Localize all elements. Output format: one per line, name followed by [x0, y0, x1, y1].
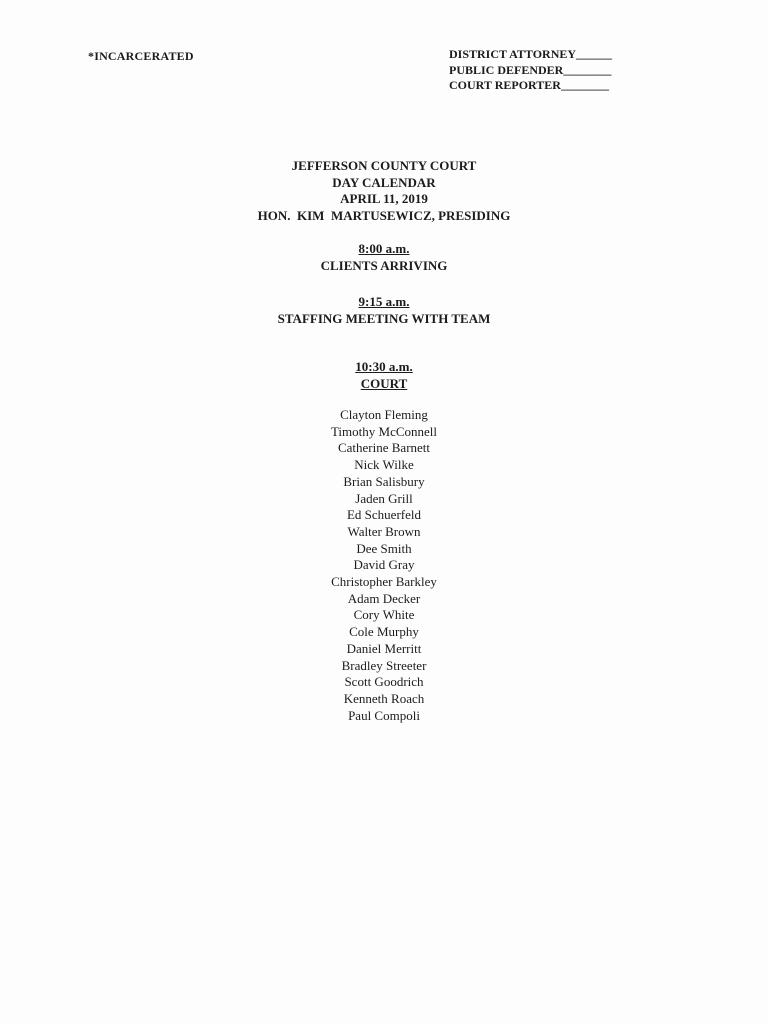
court-name: JEFFERSON COUNTY COURT	[291, 158, 477, 173]
signoff-blank: ________	[560, 78, 609, 92]
signoff-blank: ______	[576, 47, 613, 61]
list-item: Christopher Barkley	[331, 574, 437, 590]
list-item: Nick Wilke	[354, 457, 414, 473]
list-item: Cory White	[353, 607, 415, 623]
calendar-header	[0, 158, 768, 224]
list-item: Kenneth Roach	[343, 690, 425, 706]
list-item: Cole Murphy	[349, 624, 419, 640]
calendar-date: APRIL 11, 2019	[340, 191, 428, 206]
signoff-label: PUBLIC DEFENDER	[449, 62, 564, 77]
list-item: Ed Schuerfeld	[346, 507, 421, 523]
signoff-court-reporter	[449, 78, 612, 94]
signoff-public-defender	[449, 63, 612, 79]
signoff-blank: ________	[563, 62, 612, 77]
slot-time: 10:30 a.m.	[355, 359, 413, 374]
signoff-label: DISTRICT ATTORNEY	[449, 47, 577, 61]
list-item: Daniel Merritt	[346, 640, 422, 656]
presiding-judge: HON. KIM MARTUSEWICZ, PRESIDING	[257, 207, 511, 223]
incarcerated-note: *INCARCERATED	[88, 49, 194, 63]
list-item: Catherine Barnett	[337, 440, 431, 456]
slot-time: 9:15 a.m.	[358, 294, 410, 309]
list-item: Timothy McConnell	[330, 423, 438, 439]
slot-label: COURT	[360, 375, 408, 391]
list-item: Walter Brown	[347, 523, 421, 539]
list-item: David Gray	[353, 557, 415, 573]
signoff-label: COURT REPORTER	[449, 78, 561, 92]
schedule-slot-staffing-meeting	[0, 294, 768, 327]
list-item: Dee Smith	[356, 540, 412, 556]
slot-label: STAFFING MEETING WITH TEAM	[277, 310, 491, 326]
list-item: Clayton Fleming	[340, 407, 428, 422]
schedule-slot-court	[0, 359, 768, 392]
signoff-block	[449, 47, 612, 94]
list-item: Adam Decker	[347, 590, 421, 606]
list-item: Jaden Grill	[355, 490, 413, 506]
calendar-title: DAY CALENDAR	[332, 174, 436, 190]
list-item: Paul Compoli	[348, 707, 420, 723]
court-name-list	[0, 407, 768, 724]
signoff-district-attorney	[449, 47, 612, 63]
list-item: Brian Salisbury	[343, 473, 425, 489]
list-item: Scott Goodrich	[344, 674, 424, 690]
list-item: Bradley Streeter	[341, 657, 427, 673]
schedule-slot-clients-arriving	[0, 241, 768, 274]
slot-label: CLIENTS ARRIVING	[320, 257, 448, 273]
slot-time: 8:00 a.m.	[358, 241, 410, 256]
